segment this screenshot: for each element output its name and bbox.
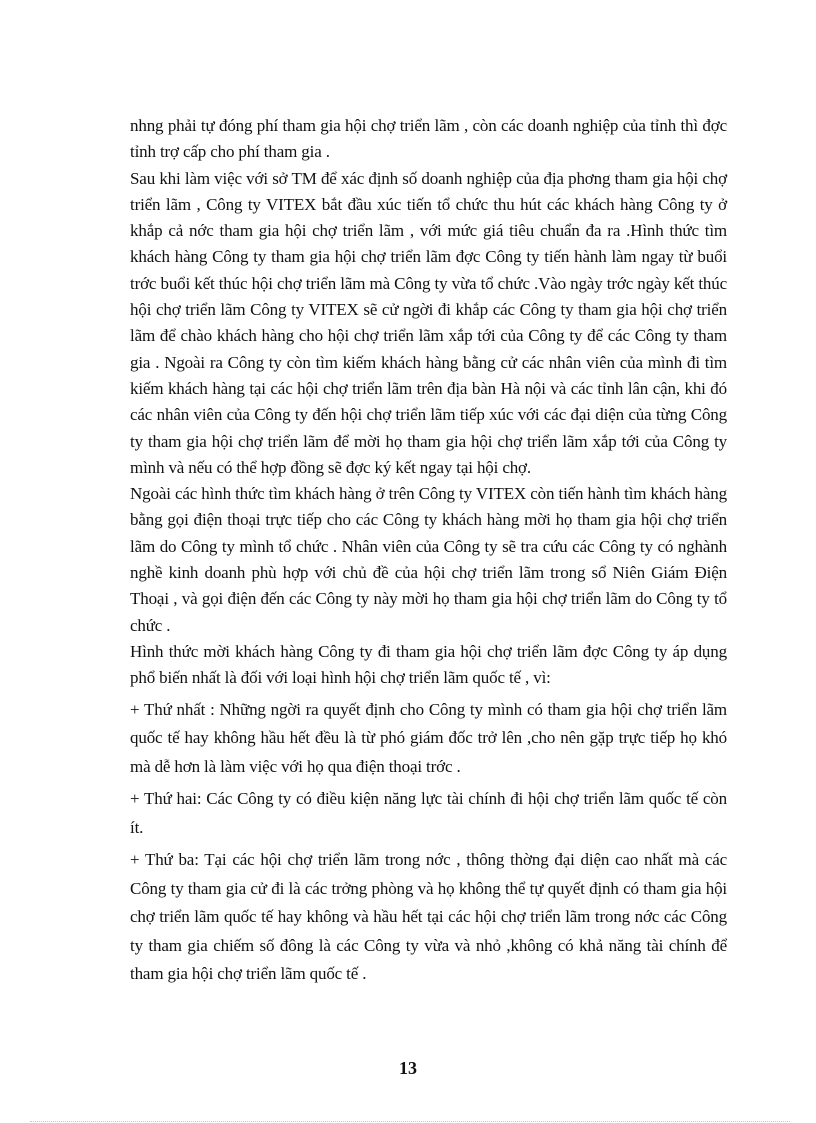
page-body (130, 113, 727, 989)
paragraph-3: Ngoài các hình thức tìm khách hàng ở trên Công ty VITEX còn tiến hành tìm khách hàng bằng gọi điện thoại trực tiếp cho các Công ty khách hàng mời họ tham gia hội chợ triển lãm do Công ty mình tổ chức . Nhân viên của Công ty sẽ tra cứu các Công ty có nghành nghề kinh doanh phù hợp với chủ đề của hội chợ triển lãm trong sổ Niên Giám Điện Thoại , và gọi điện đến các Công ty này mời họ tham gia hội chợ triển lãm do Công ty tổ chức . (130, 484, 727, 635)
list-item-third: + Thứ ba: Tại các hội chợ triển lãm trong nớc , thông thờng đại diện cao nhất mà các Công ty tham gia cử đi là các trởng phòng và họ không thể tự quyết định có tham gia hội chợ triển lãm quốc tế hay không và hầu hết tại các hội chợ triển lãm trong nớc các Công ty tham gia chiếm số đông là các Công ty vừa và nhỏ ,không có khả năng tài chính để tham gia hội chợ triển lãm quốc tế . (130, 850, 727, 984)
paragraph-1: nhng phải tự đóng phí tham gia hội chợ triển lãm , còn các doanh nghiệp của tỉnh thì đợc tỉnh trợ cấp cho phí tham gia . (130, 116, 727, 162)
list-item-first: + Thứ nhất : Những ngời ra quyết định cho Công ty mình có tham gia hội chợ triển lãm quốc tế hay không hầu hết đều là từ phó giám đốc trở lên ,cho nên gặp trực tiếp họ khó mà dễ hơn là làm việc với họ qua điện thoại trớc . (130, 699, 727, 776)
paragraph-2: Sau khi làm việc với sở TM để xác định số doanh nghiệp của địa phơng tham gia hội chợ triển lãm , Công ty VITEX bắt đầu xúc tiến tổ chức thu hút các khách hàng Công ty ở khắp cả nớc tham gia hội chợ triển lãm , với mức giá tiêu chuẩn đa ra .Hình thức tìm khách hàng Công ty tham gia hội chợ triển lãm đợc Công ty tiến hành làm ngay từ buổi trớc buổi kết thúc hội chợ triển lãm mà Công ty vừa tổ chức .Vào ngày trớc ngày kết thúc hội chợ triển lãm Công ty VITEX sẽ cử ngời đi khắp các Công ty tham gia hội chợ triển lãm để chào khách hàng cho hội chợ triển lãm xắp tới của Công ty để các Công ty tham gia . Ngoài ra Công ty còn tìm kiếm khách hàng bằng cử các nhân viên của mình đi tìm kiếm khách hàng tại các hội chợ triển lãm trên địa bàn Hà nội và các tỉnh lân cận, khi đó các nhân viên của Công ty đến hội chợ triển lãm tiếp xúc với các đại diện của từng Công ty tham gia hội chợ triển lãm để mời họ tham gia hội chợ triển lãm xắp tới của Công ty mình và nếu có thể hợp đồng sẽ đợc ký kết ngay tại hội chợ. (130, 168, 727, 477)
paragraph-4: Hình thức mời khách hàng Công ty đi tham gia hội chợ triển lãm đợc Công ty áp dụng phổ biến nhất là đối với loại hình hội chợ triển lãm quốc tế , vì: (130, 641, 727, 688)
footer-divider (30, 1121, 790, 1122)
page-number: 13 (399, 1058, 417, 1078)
list-item-second: + Thứ hai: Các Công ty có điều kiện năng lực tài chính đi hội chợ triển lãm quốc tế còn ít. (130, 789, 727, 837)
